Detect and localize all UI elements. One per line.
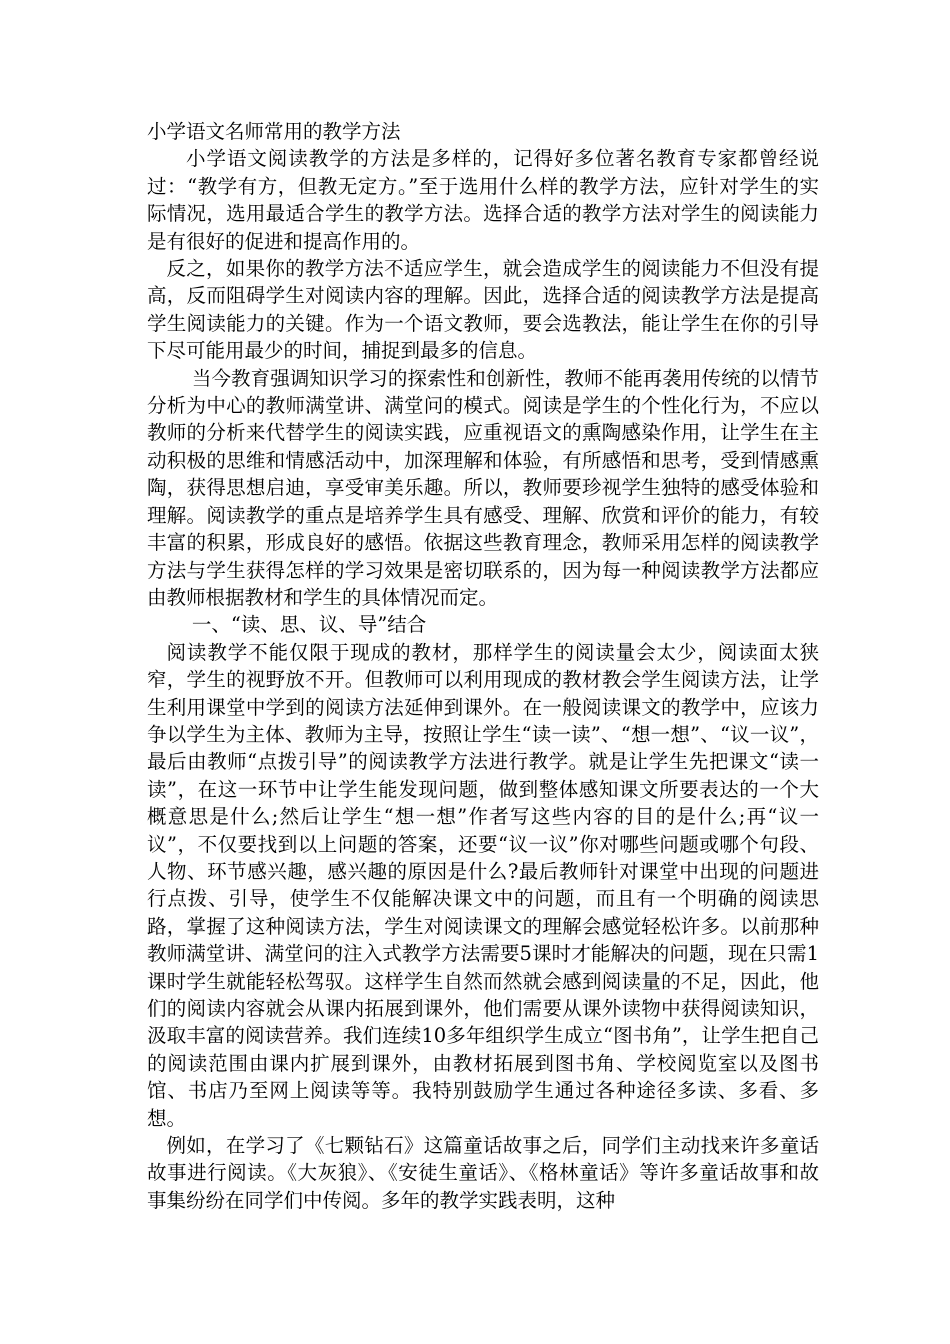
paragraph-method-detail: 阅读教学不能仅限于现成的教材，那样学生的阅读量会太少，阅读面太狭窄，学生的视野放不开。但教师可以利用现成的教材教会学生阅读方法，让学生利用课堂中学到的阅读方法延伸到课外。在一般阅读课文的教学中，应该力争以学生为主体、教师为主导，按照让学生“读一读”、“想一想”、“议一议”，最后由教师“点拨引导”的阅读教学方法进行教学。就是让学生先把课文“读一读”，在这一环节中让学生能发现问题，做到整体感知课文所要表达的一个大概意思是什么;然后让学生“想一想”作者写这些内容的目的是什么;再“议一议”，不仅要找到以上问题的答案，还要“议一议”你对哪些问题或哪个句段、人物、环节感兴趣，感兴趣的原因是什么?最后教师针对课堂中出现的问题进行点拨、引导，使学生不仅能解决课文中的问题，而且有一个明确的阅读思路，掌握了这种阅读方法，学生对阅读课文的理解会感觉轻松许多。以前那种教师满堂讲、满堂问的注入式教学方法需要5课时才能解决的问题，现在只需1课时学生就能轻松驾驭。这样学生自然而然就会感到阅读量的不足，因此，他们的阅读内容就会从课内拓展到课外，他们需要从课外读物中获得阅读知识，汲取丰富的阅读营养。我们连续10多年组织学生成立“图书角”，让学生把自己的阅读范围由课内扩展到课外，由教材拓展到图书角、学校阅览室以及图书馆、书店乃至网上阅读等等。我特别鼓励学生通过各种途径多读、多看、多想。 [147, 640, 819, 1130]
paragraph-contrast: 反之，如果你的教学方法不适应学生，就会造成学生的阅读能力不但没有提高，反而阻碍学生对阅读内容的理解。因此，选择合适的阅读教学方法是提高学生阅读能力的关键。作为一个语文教师，要会选教法，能让学生在你的引导下尽可能用最少的时间，捕捉到最多的信息。 [147, 257, 819, 363]
paragraph-education-philosophy: 当今教育强调知识学习的探索性和创新性，教师不能再袭用传统的以情节分析为中心的教师满堂讲、满堂问的模式。阅读是学生的个性化行为，不应以教师的分析来代替学生的阅读实践，应重视语文的熏陶感染作用，让学生在主动积极的思维和情感活动中，加深理解和体验，有所感悟和思考，受到情感熏陶，获得思想启迪，享受审美乐趣。所以，教师要珍视学生独特的感受体验和理解。阅读教学的重点是培养学生具有感受、理解、欣赏和评价的能力，有较丰富的积累，形成良好的感悟。依据这些教育理念，教师采用怎样的阅读教学方法与学生获得怎样的学习效果是密切联系的，因为每一种阅读教学方法都应由教师根据教材和学生的具体情况而定。 [147, 366, 819, 609]
document-body [147, 118, 819, 1214]
section-heading-1: 一、“读、思、议、导”结合 [191, 613, 427, 637]
paragraph-intro: 小学语文阅读教学的方法是多样的，记得好多位著名教育专家都曾经说过：“教学有方，但教无定方。”至于选用什么样的教学方法，应针对学生的实际情况，选用最适合学生的教学方法。选择合适的教学方法对学生的阅读能力是有很好的促进和提高作用的。 [147, 147, 819, 253]
paragraph-example: 例如，在学习了《七颗钻石》这篇童话故事之后，同学们主动找来许多童话故事进行阅读。《大灰狼》、《安徒生童话》、《格林童话》等许多童话故事和故事集纷纷在同学们中传阅。多年的教学实践表明，这种 [147, 1134, 819, 1212]
document-title: 小学语文名师常用的教学方法 [147, 120, 401, 143]
